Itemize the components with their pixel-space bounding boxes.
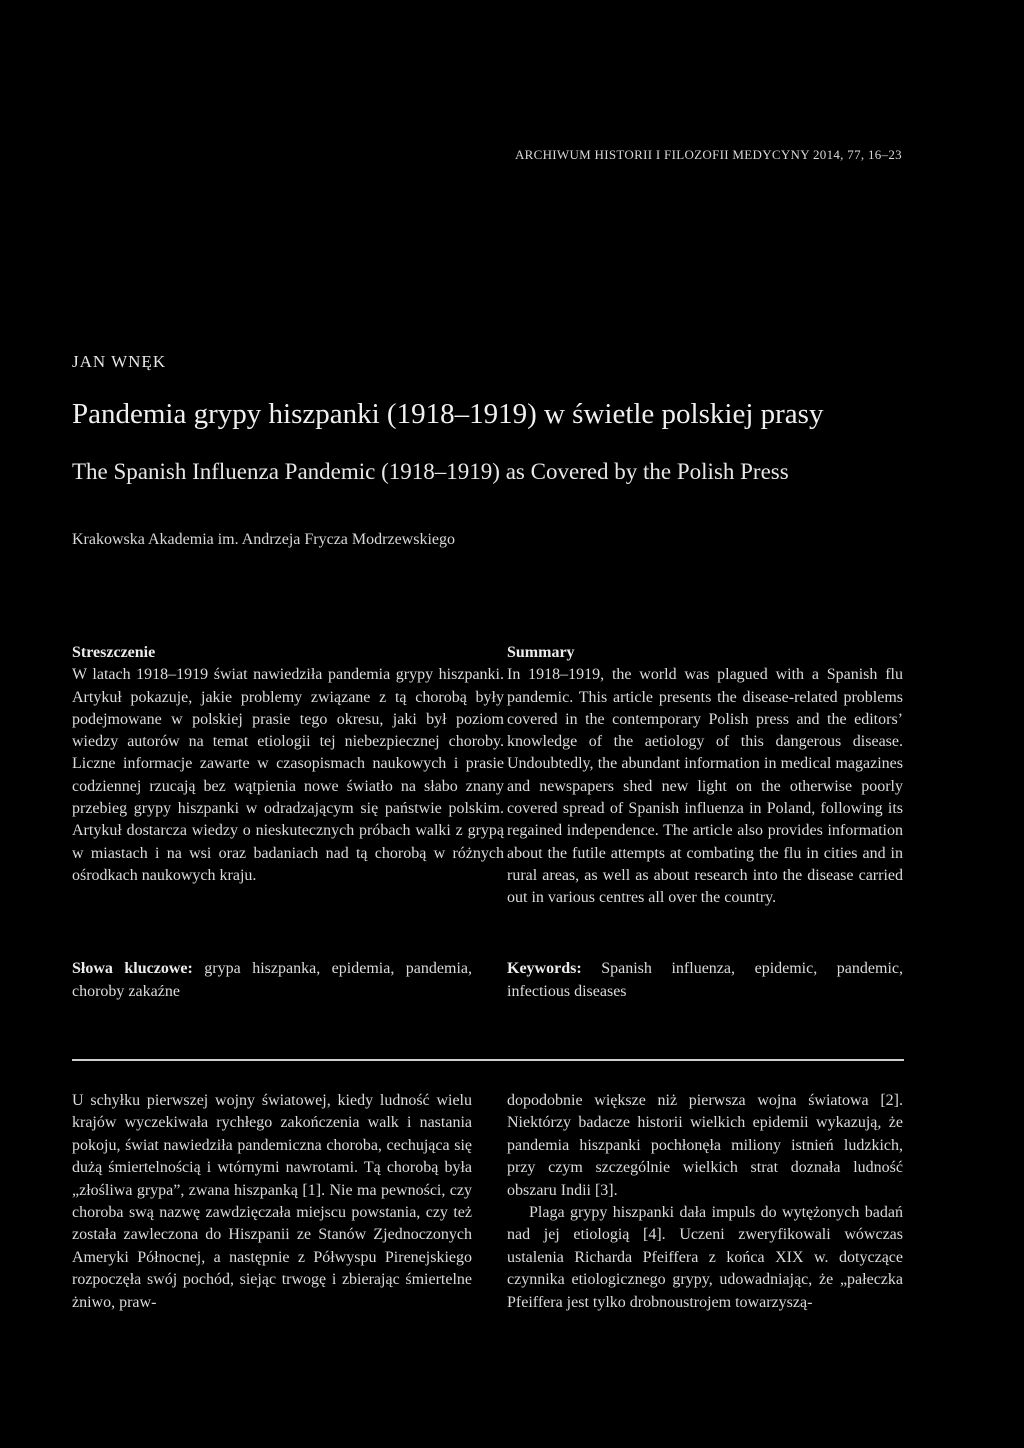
keywords-english (507, 958, 903, 1003)
section-divider (72, 1059, 904, 1061)
keywords-text-polish: grypa hiszpanka, epidemia, pandemia, choroby zakaźne (72, 960, 472, 1000)
article-title-polish: Pandemia grypy hiszpanki (1918–1919) w świetle polskiej prasy (72, 398, 824, 430)
abstract-text-polish: W latach 1918–1919 świat nawiedziła pandemia grypy hiszpanki. Artykuł pokazuje, jakie problemy związane z tą chorobą były podejmowane w polskiej prasie tego okresu, jaki był poziom wiedzy autorów na temat etiologii tej niebezpiecznej choroby. Liczne informacje zawarte w czasopismach naukowych i prasie codziennej rzucają bez wątpienia nowe światło na słabo znany przebieg grypy hiszpanki w odradzającym się państwie polskim. Artykuł dostarcza wiedzy o nieskutecznych próbach walki z grypą w miastach i na wsi oraz badaniach nad tą chorobą w różnych ośrodkach naukowych kraju. (72, 666, 504, 884)
body-column-right (507, 1090, 903, 1314)
abstract-polish (72, 642, 504, 887)
abstract-text-english: In 1918–1919, the world was plagued with a Spanish flu pandemic. This article presents the disease-related problems covered in the contemporary Polish press and the editors’ knowledge of the aetiology of this dangerous disease. Undoubtedly, the abundant information in medical magazines and newspapers shed new light on the otherwise poorly covered spread of Spanish influenza in Poland, following its regained independence. The article also provides information about the futile attempts at combating the flu in cities and in rural areas, as well as about research into the disease carried out in various centres all over the country. (507, 666, 903, 907)
body-paragraph: U schyłku pierwszej wojny światowej, kiedy ludność wielu krajów wyczekiwała rychłego zakończenia walk i nastania pokoju, świat nawiedziła pandemiczna choroba, cechująca się dużą śmiertelnością i wtórnymi nawrotami. Tą chorobą była „złośliwa grypa”, zwana hiszpanką [1]. Nie ma pewności, czy choroba swą nazwę zawdzięczała miejscu powstania, czy też została zawleczona do Hiszpanii ze Stanów Zjednoczonych Ameryki Północnej, a następnie z Półwyspu Pirenejskiego rozpoczęła swój pochód, siejąc trwogę i zbierając śmiertelne żniwo, praw- (72, 1092, 472, 1311)
abstract-heading-polish: Streszczenie (72, 644, 156, 661)
keywords-polish (72, 958, 472, 1003)
abstract-english (507, 642, 903, 910)
body-column-left (72, 1090, 472, 1314)
running-head: ARCHIWUM HISTORII I FILOZOFII MEDYCYNY 2014, 77, 16–23 (514, 147, 902, 162)
author-name: JAN WNĘK (72, 352, 167, 371)
keywords-label-polish: Słowa kluczowe: (72, 960, 193, 977)
abstract-heading-english: Summary (507, 644, 575, 661)
author-affiliation: Krakowska Akademia im. Andrzeja Frycza Modrzewskiego (72, 531, 455, 548)
keywords-label-english: Keywords: (507, 960, 582, 977)
article-title-english: The Spanish Influenza Pandemic (1918–1919) as Covered by the Polish Press (72, 459, 789, 484)
body-paragraph: Plaga grypy hiszpanki dała impuls do wytężonych badań nad jej etiologią [4]. Uczeni zweryfikowali wówczas ustalenia Richarda Pfeiffera z końca XIX w. dotyczące czynnika etiologicznego grypy, udowadniając, że „pałeczka Pfeiffera jest tylko drobnoustrojem towarzyszą- (507, 1204, 903, 1311)
keywords-text-english: Spanish influenza, epidemic, pandemic, infectious diseases (507, 960, 903, 1000)
body-paragraph: dopodobnie większe niż pierwsza wojna światowa [2]. Niektórzy badacze historii wielkich epidemii wykazują, że pandemia hiszpanki pochłonęła miliony istnień ludzkich, przy czym szczególnie wielkich strat doznała ludność obszaru Indii [3]. (507, 1092, 903, 1199)
